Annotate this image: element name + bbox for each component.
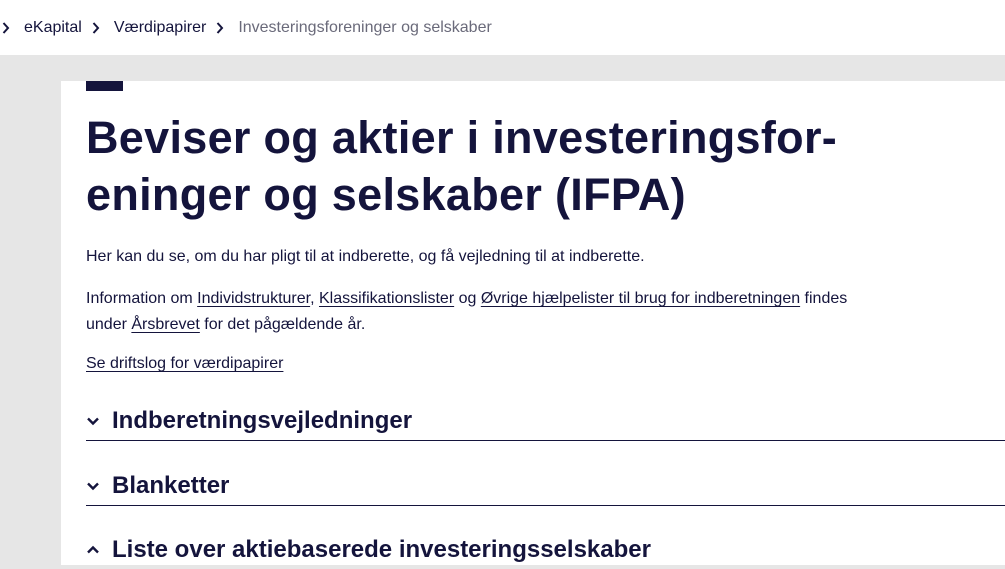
chevron-down-icon [86,479,100,493]
breadcrumb-current-label: Investeringsforeninger og selskaber [238,18,492,36]
chevron-right-icon [0,21,12,35]
chevron-up-icon [86,543,100,557]
accordion-label: Liste over aktiebaserede investeringsselskaber [112,536,651,563]
accordion-blanketter[interactable] [86,472,1005,506]
accordion-aktiebaserede-selskaber[interactable] [86,536,1005,569]
chevron-right-icon [90,21,102,35]
info-sep1: , [310,290,319,307]
info-paragraph [86,286,861,338]
intro-text: Her kan du se, om du har pligt til at indberette, og få vejledning til at indberette. [86,248,645,265]
breadcrumb-item-ekapital [0,19,82,37]
aarsbrevet-link[interactable]: Årsbrevet [131,316,200,333]
driftslog-link[interactable]: Se driftslog for værdipapirer [86,355,284,372]
info-prefix: Information om [86,290,198,307]
hjaelpelister-link[interactable]: Øvrige hjælpelister til brug for indberetningen [480,290,801,307]
chevron-right-icon [214,21,226,35]
klassifikationslister-link[interactable]: Klassifikationslister [318,290,455,307]
accordion-label: Indberetningsvejledninger [112,407,413,434]
content-card [61,81,1005,565]
chevron-down-icon [86,414,100,428]
accordion-label: Blanketter [112,472,230,499]
info-sep2: og [454,290,481,307]
breadcrumb-item-current [206,19,491,37]
accordion-indberetningsvejledninger[interactable] [86,407,1005,441]
breadcrumb-link-vaerdipapirer[interactable]: Værdipapirer [113,18,207,36]
breadcrumb [0,0,1005,55]
info-mid: findes under [86,290,848,333]
breadcrumb-link-ekapital[interactable]: eKapital [24,18,82,36]
individstrukturer-link[interactable]: Individstrukturer [197,290,311,307]
page-title: Beviser og aktier i investeringsfor-eninger og selskaber (IFPA) [86,112,838,220]
info-suffix: for det pågældende år. [199,316,366,333]
breadcrumb-item-vaerdipapirer [82,19,206,37]
title-accent-bar [86,81,123,91]
